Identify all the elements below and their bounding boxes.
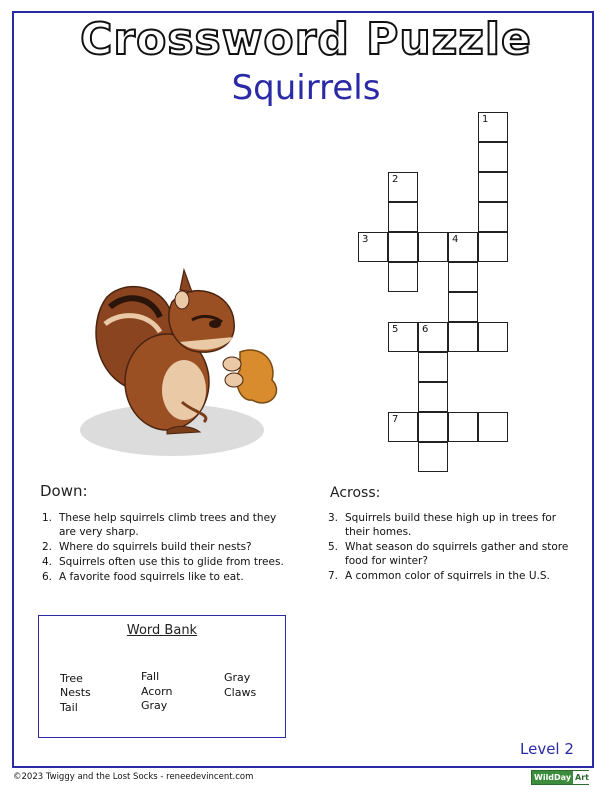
across-heading: Across: [330, 485, 381, 501]
clue-across-7: 7. A common color of squirrels in the U.S. [328, 570, 550, 582]
clue-number: 1 [482, 114, 489, 125]
word-bank [38, 615, 286, 738]
clue-number: 3 [362, 234, 369, 245]
clue-number: 4 [452, 234, 459, 245]
clue-across-5: 5. What season do squirrels gather and store food for winter? [328, 541, 569, 567]
grid-cell[interactable] [418, 322, 448, 352]
word-bank-word: Gray [141, 699, 168, 712]
clue-number: 5 [392, 324, 399, 335]
grid-cell[interactable] [448, 292, 478, 322]
grid-cell[interactable] [418, 442, 448, 472]
word-bank-word: Fall [141, 670, 160, 683]
grid-cell[interactable] [418, 352, 448, 382]
wildday-art-logo: WildDay Art [531, 770, 589, 785]
grid-cell[interactable] [478, 202, 508, 232]
peanut [237, 350, 277, 403]
across-clues [328, 511, 578, 584]
grid-cell[interactable] [478, 112, 508, 142]
grid-cell[interactable] [388, 232, 418, 262]
clue-down-4: 4. Squirrels often use this to glide from trees. [42, 556, 284, 568]
level-label: Level 2 [520, 740, 574, 758]
clue-number: 6 [422, 324, 429, 335]
clue-down-6: 6. A favorite food squirrels like to eat. [42, 571, 244, 583]
grid-cell[interactable] [448, 232, 478, 262]
grid-cell[interactable] [388, 262, 418, 292]
grid-cell[interactable] [478, 232, 508, 262]
grid-cell[interactable] [418, 412, 448, 442]
grid-cell[interactable] [388, 172, 418, 202]
word-bank-word: Gray [224, 671, 251, 684]
clue-down-1: 1. These help squirrels climb trees and they are very sharp. [42, 512, 277, 538]
clue-across-3: 3. Squirrels build these high up in trees for their homes. [328, 512, 557, 538]
clue-number: 2 [392, 174, 399, 185]
page-title: Crossword Puzzle [80, 14, 532, 65]
grid-cell[interactable] [448, 412, 478, 442]
word-bank-word: Tail [60, 701, 78, 714]
grid-cell[interactable] [478, 142, 508, 172]
clue-number: 7 [392, 414, 399, 425]
down-clues [42, 511, 292, 585]
squirrel-illustration [72, 262, 292, 462]
page-subtitle: Squirrels [231, 68, 381, 108]
grid-cell[interactable] [418, 382, 448, 412]
grid-cell[interactable] [388, 412, 418, 442]
grid-cell[interactable] [478, 172, 508, 202]
down-heading: Down: [40, 482, 88, 500]
grid-cell[interactable] [478, 412, 508, 442]
clue-down-2: 2. Where do squirrels build their nests? [42, 541, 252, 553]
grid-cell[interactable] [448, 262, 478, 292]
word-bank-word: Tree [60, 672, 83, 685]
grid-cell[interactable] [418, 232, 448, 262]
grid-cell[interactable] [388, 202, 418, 232]
copyright-footer: ©2023 Twiggy and the Lost Socks - reneedevincent.com [13, 772, 254, 782]
grid-cell[interactable] [388, 322, 418, 352]
grid-cell[interactable] [448, 322, 478, 352]
word-bank-title: Word Bank [126, 623, 198, 638]
word-bank-word: Acorn [141, 685, 173, 698]
grid-cell[interactable] [358, 232, 388, 262]
word-bank-word: Nests [60, 686, 91, 699]
grid-cell[interactable] [478, 322, 508, 352]
word-bank-word: Claws [224, 686, 257, 699]
